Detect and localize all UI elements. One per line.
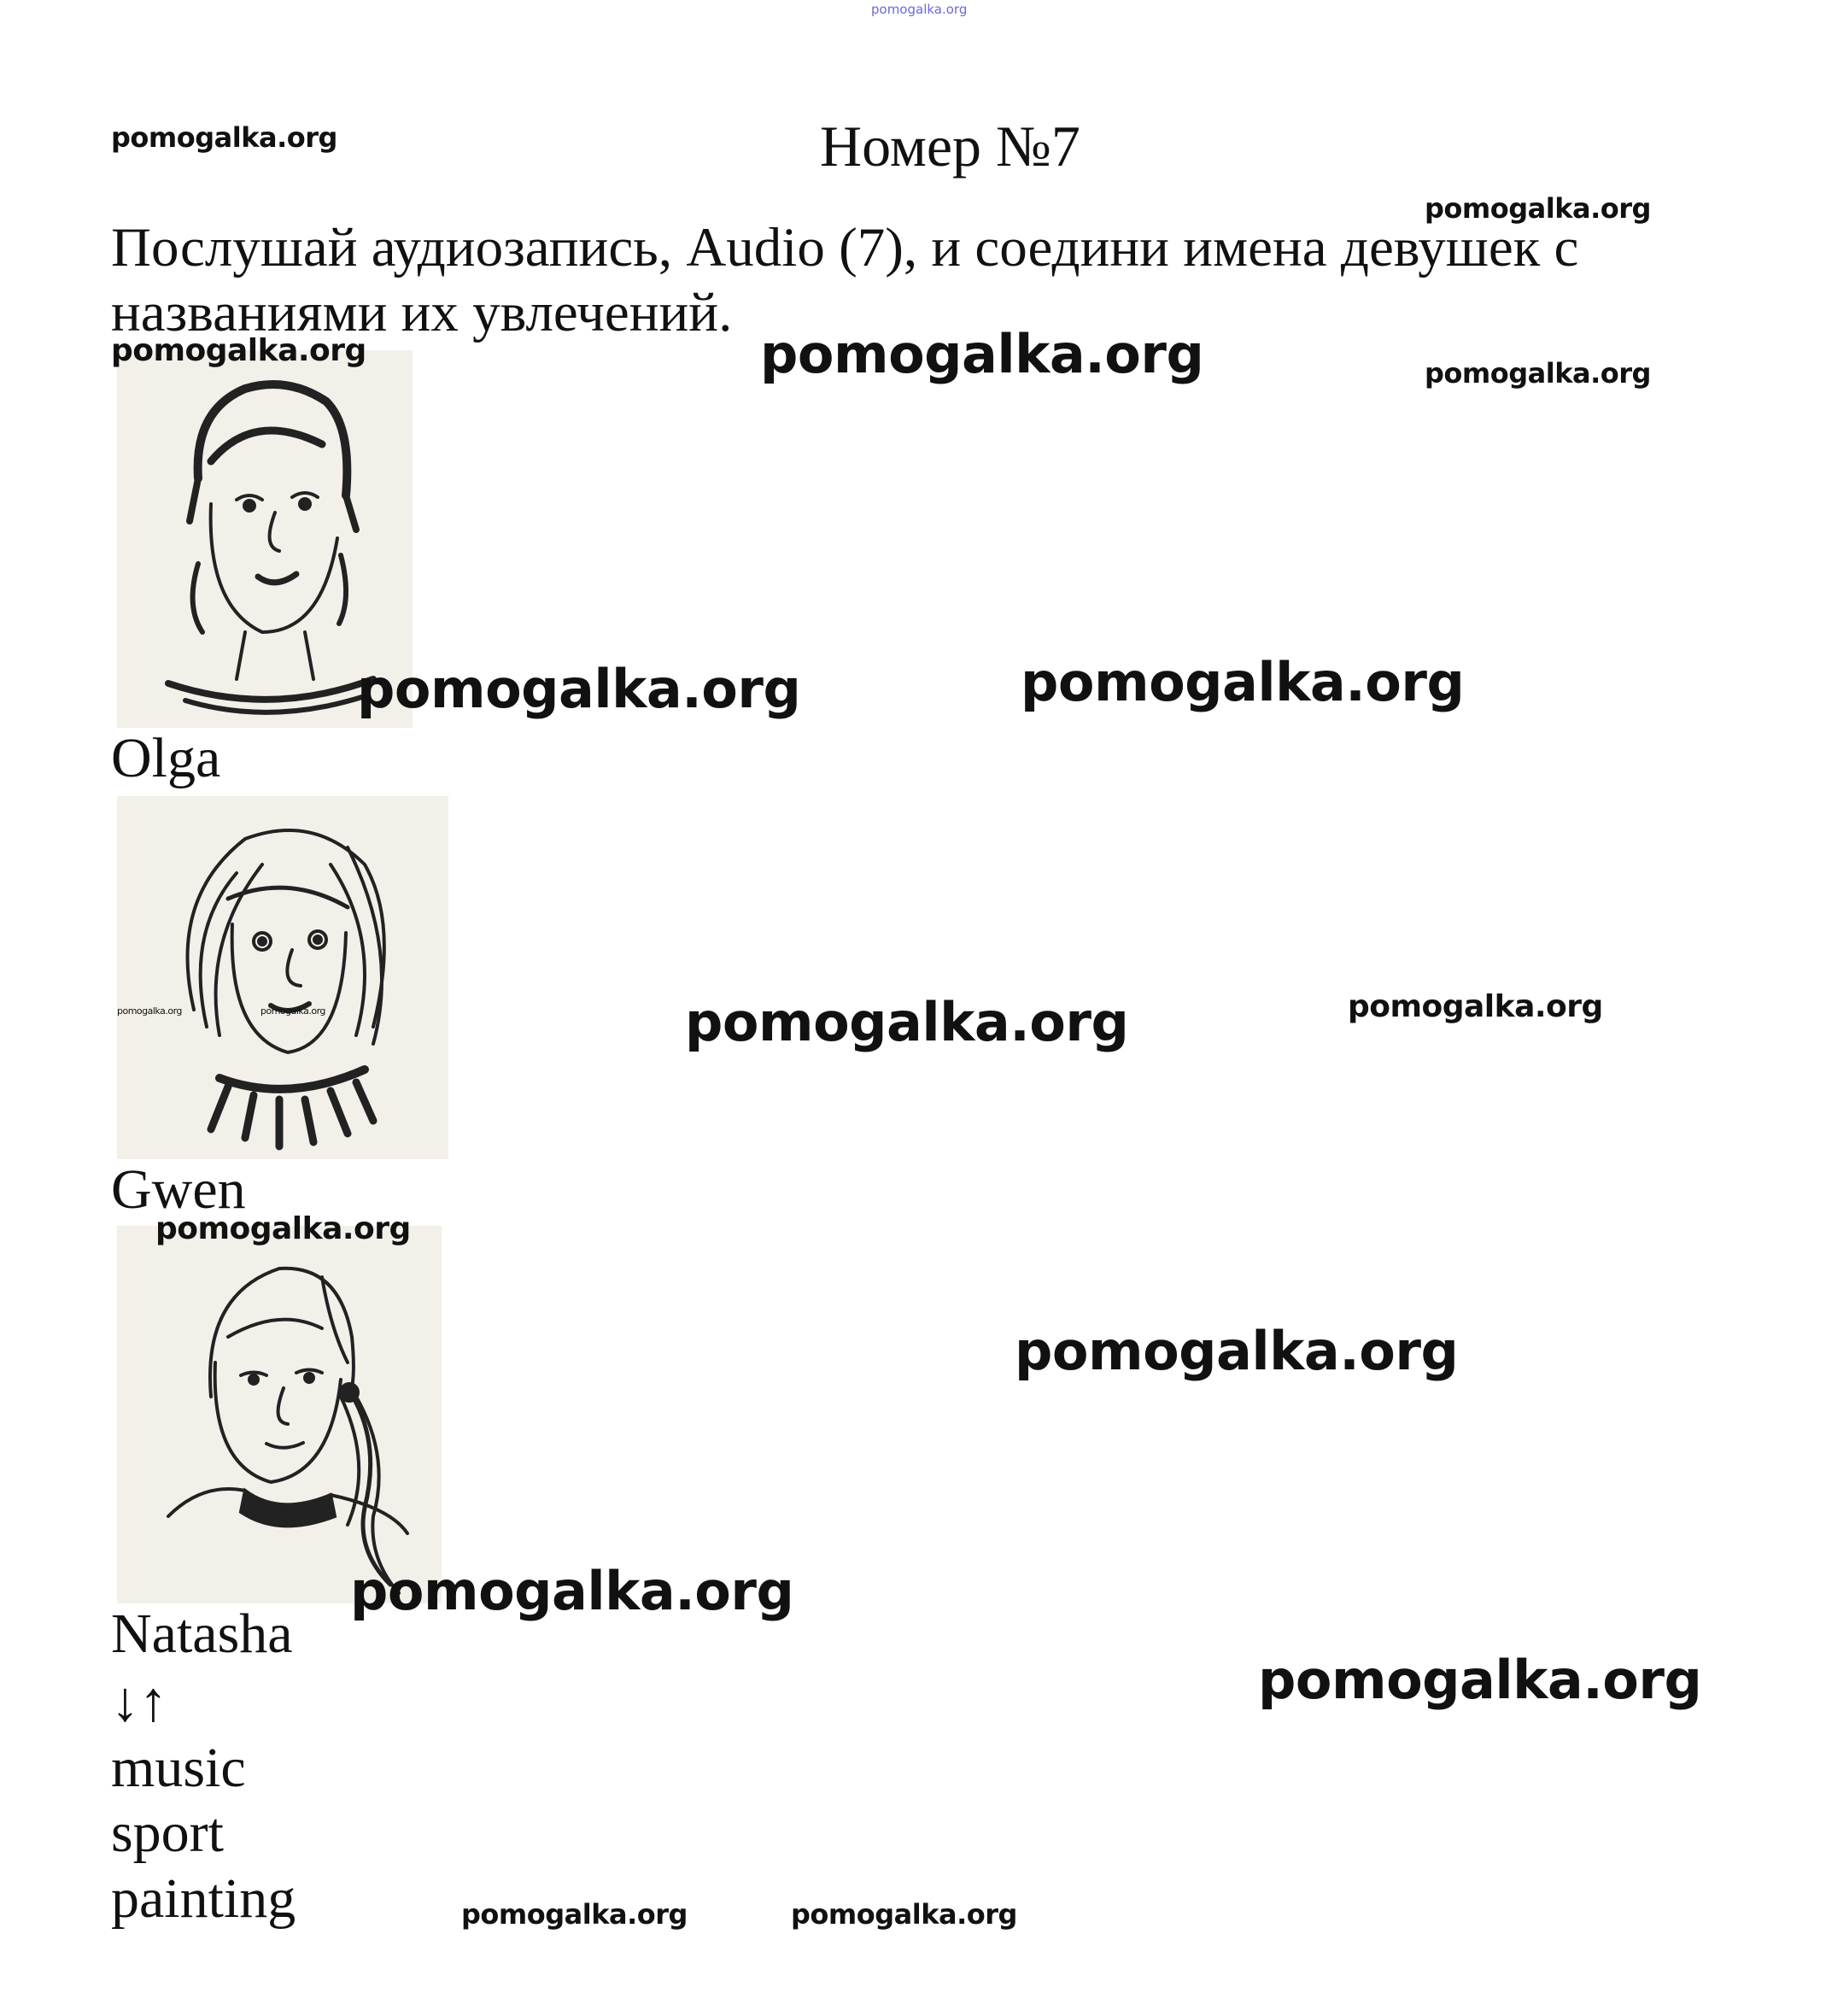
watermark: pomogalka.org [350,1560,794,1622]
match-arrows: ↓↑ [111,1671,167,1733]
watermark: pomogalka.org [1021,651,1465,713]
gwen-portrait [117,796,448,1159]
hobby-music: music [111,1737,246,1799]
top-site-link[interactable]: pomogalka.org [871,2,968,17]
watermark: pomogalka.org [760,323,1204,385]
girl-name-olga: Olga [111,727,221,789]
watermark: pomogalka.org [155,1211,411,1246]
watermark: pomogalka.org [1015,1320,1459,1382]
watermark: pomogalka.org [111,121,337,154]
task-instruction: Послушай аудиозапись, Audio (7), и соедини имена девушек с названиями их увлечений. [111,217,1579,343]
watermark: pomogalka.org [791,1898,1017,1931]
watermark-tiny-2: pomogalka.org [260,1005,325,1017]
girl-name-natasha: Natasha [111,1603,293,1665]
watermark: pomogalka.org [461,1898,688,1931]
watermark: pomogalka.org [1425,357,1651,390]
girl-name-gwen: Gwen [111,1158,246,1221]
girl-wavy-hair-portrait-icon [117,796,448,1159]
watermark: pomogalka.org [357,658,801,720]
watermark: pomogalka.org [111,333,366,368]
watermark: pomogalka.org [685,991,1129,1053]
hobby-sport: sport [111,1802,224,1864]
watermark: pomogalka.org [1425,192,1651,225]
watermark-tiny-1: pomogalka.org [117,1005,182,1017]
watermark: pomogalka.org [1348,989,1603,1024]
hobby-painting: painting [111,1867,296,1930]
watermark: pomogalka.org [1258,1649,1702,1711]
girl-ponytail-portrait-icon [117,1226,442,1603]
natasha-portrait [117,1226,442,1603]
page-title: Номер №7 [820,114,1080,179]
